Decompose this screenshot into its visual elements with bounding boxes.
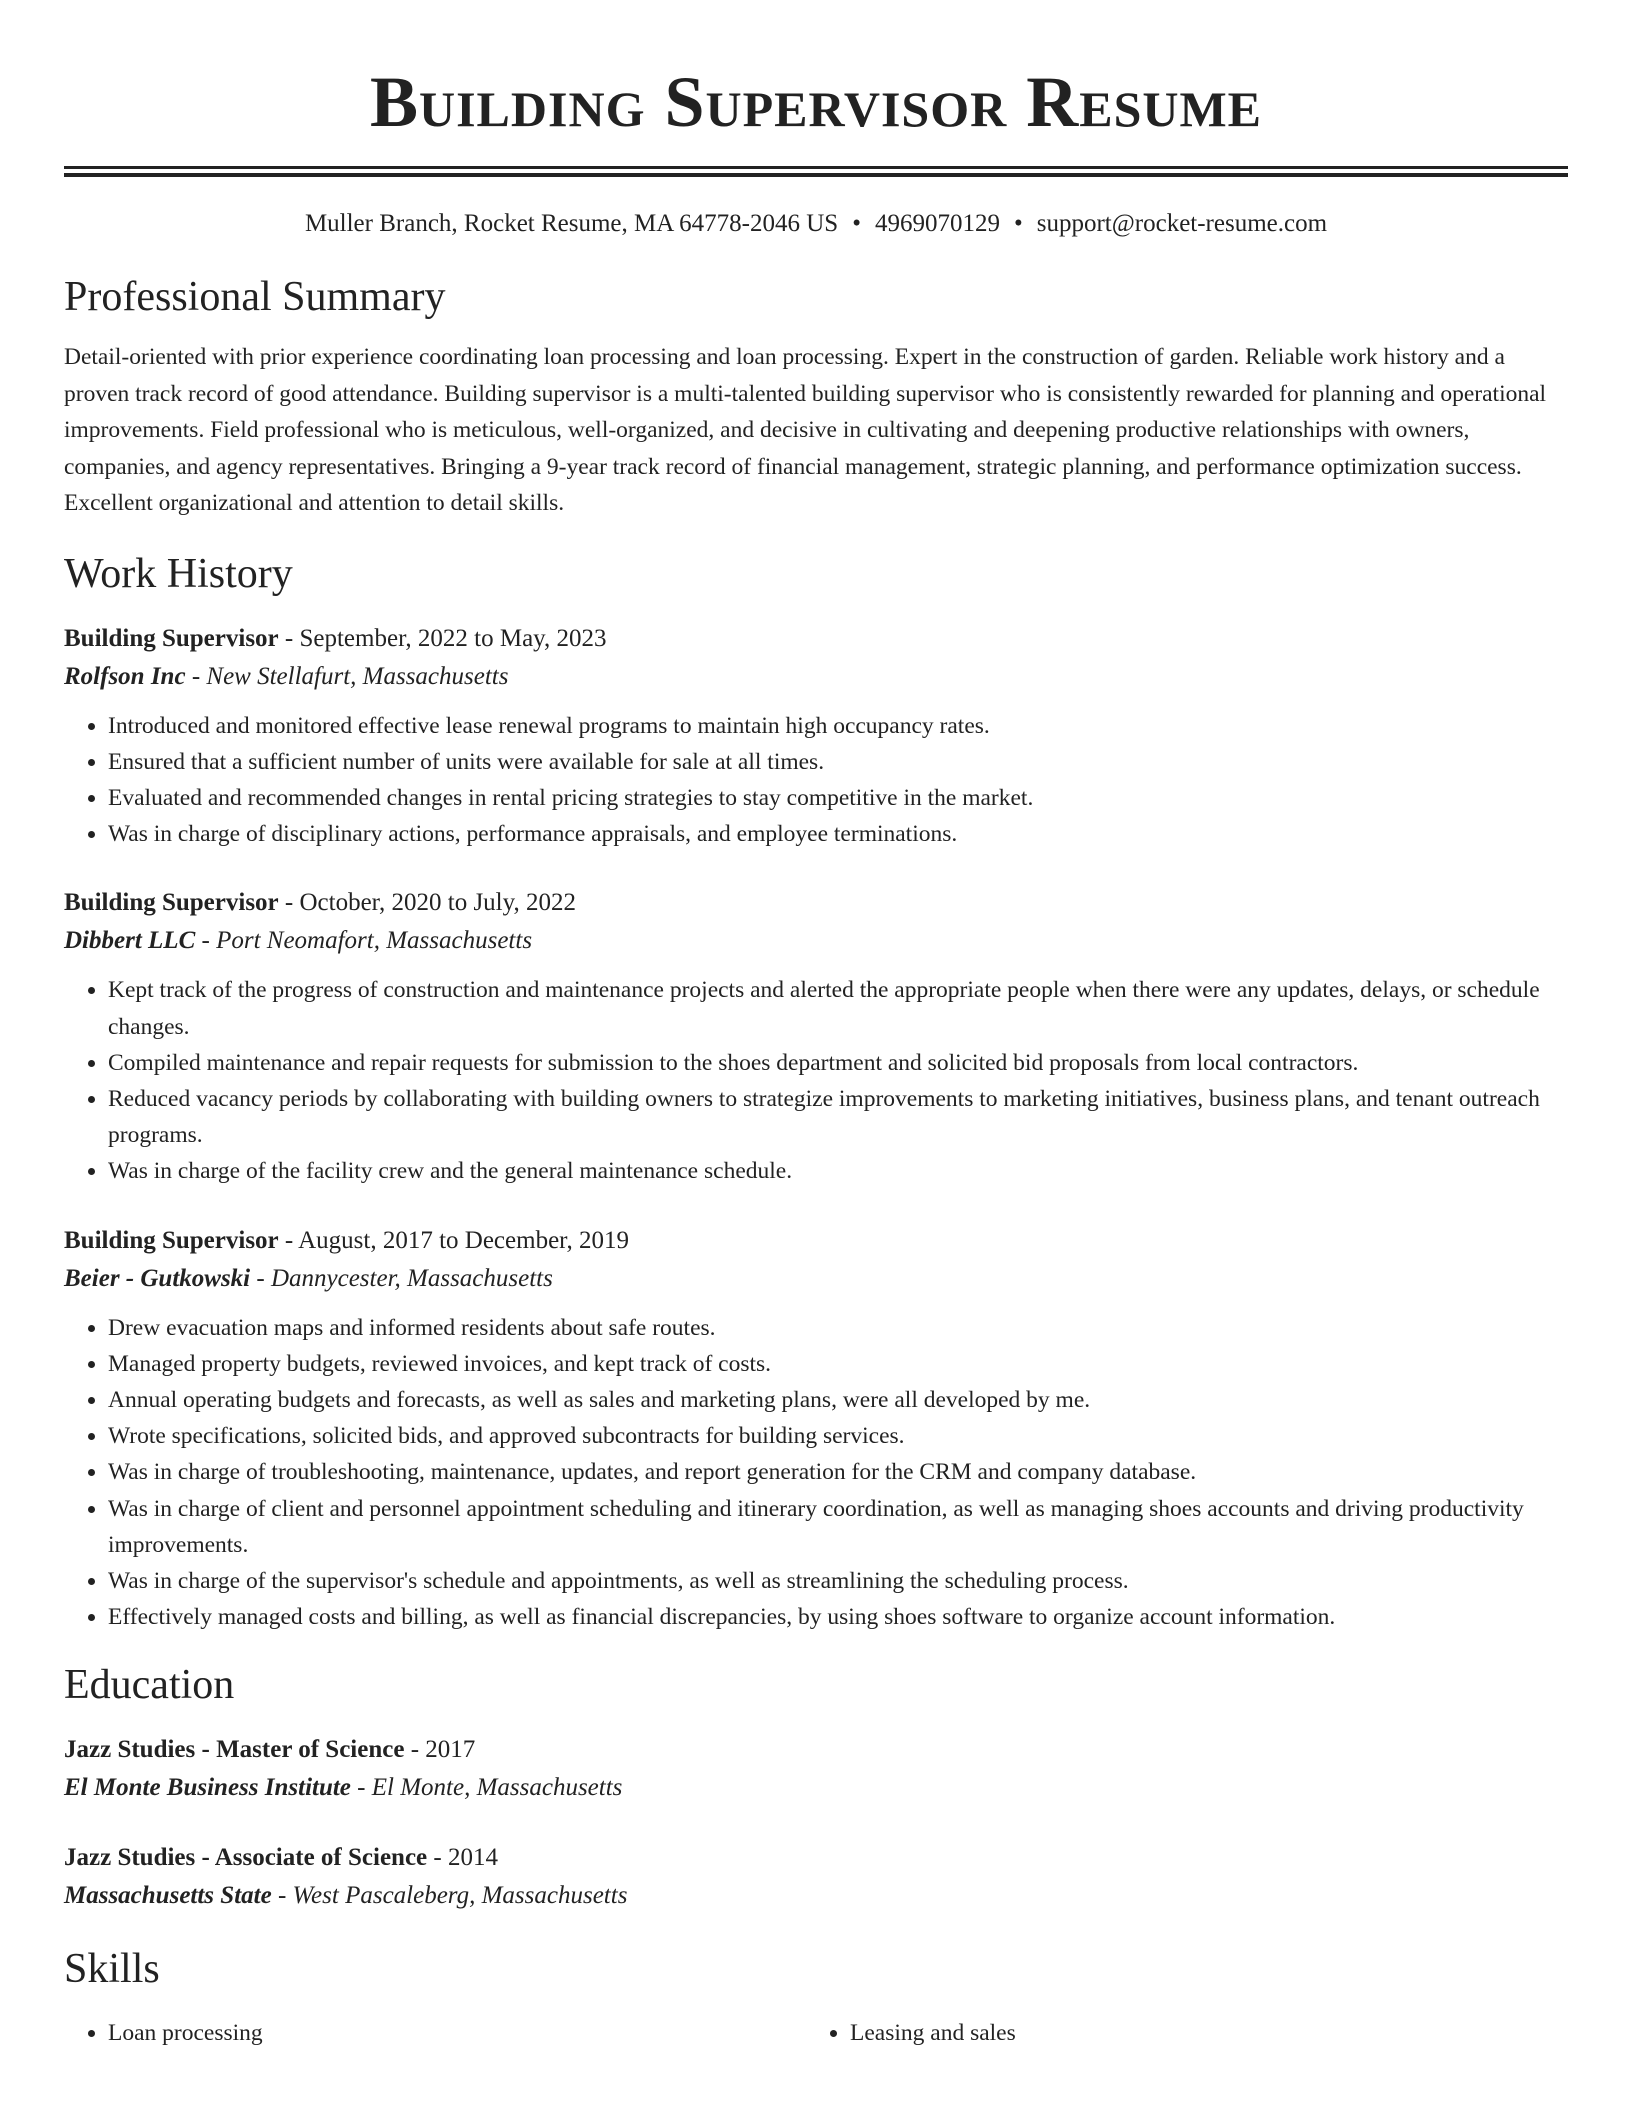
skills-column-left [64, 2015, 806, 2051]
education-degree-line [64, 1731, 1568, 1769]
skills-column-right [806, 2015, 1548, 2051]
job-dates: - October, 2020 to July, 2022 [278, 889, 576, 917]
skill-item: • Leasing and sales [850, 2015, 1548, 2051]
list-item: • Compiled maintenance and repair requests for submission to the shoes department and solicited bid proposals from local contractors. [108, 1045, 1568, 1081]
job-dates: - September, 2022 to May, 2023 [278, 624, 607, 652]
job-company: Beier - Gutkowski [64, 1264, 251, 1292]
education-year: - 2014 [427, 1844, 498, 1872]
job-bullets [64, 1310, 1568, 1636]
job-company-line [64, 1260, 1568, 1298]
list-item: • Wrote specifications, solicited bids, and approved subcontracts for building services. [108, 1418, 1568, 1454]
job-title-line [64, 1222, 1568, 1260]
job-entry [64, 1222, 1568, 1636]
education-school-line [64, 1769, 1568, 1807]
list-item: • Reduced vacancy periods by collaborating with building owners to strategize improvements to marketing initiatives, business plans, and tenant outreach programs. [108, 1081, 1568, 1153]
job-company-line [64, 658, 1568, 696]
list-item: • Managed property budgets, reviewed invoices, and kept track of costs. [108, 1346, 1568, 1382]
job-role: Building Supervisor [64, 624, 279, 652]
contact-email: support@rocket-resume.com [1036, 210, 1328, 237]
contact-line [64, 207, 1568, 241]
skill-item: • Loan processing [108, 2015, 806, 2051]
job-entry [64, 884, 1568, 1189]
job-role: Building Supervisor [64, 889, 279, 917]
education-location: - El Monte, Massachusetts [350, 1774, 623, 1802]
work-history-heading: Work History [64, 550, 293, 597]
list-item: • Kept track of the progress of construction and maintenance projects and alerted the appropriate people when there were any updates, delays, or schedule changes. [108, 972, 1568, 1044]
education-degree-line [64, 1839, 1568, 1877]
education-heading: Education [64, 1662, 235, 1709]
list-item: • Was in charge of client and personnel appointment scheduling and itinerary coordination, as well as managing shoes accounts and driving productivity improvements. [108, 1491, 1568, 1563]
job-company: Dibbert LLC [64, 927, 196, 955]
contact-separator: • [1013, 210, 1023, 237]
job-location: - Dannycester, Massachusetts [250, 1264, 553, 1292]
contact-separator: • [852, 210, 861, 237]
job-dates: - August, 2017 to December, 2019 [278, 1226, 629, 1254]
job-bullets [64, 972, 1568, 1189]
education-entry [64, 1839, 1568, 1915]
skills-heading: Skills [64, 1946, 160, 1993]
list-item: • Ensured that a sufficient number of units were available for sale at all times. [108, 744, 1568, 780]
job-company-line [64, 922, 1568, 960]
education-location: - West Pascaleberg, Massachusetts [271, 1882, 628, 1910]
list-item: • Was in charge of disciplinary actions, performance appraisals, and employee terminations. [108, 816, 1568, 852]
list-item: • Evaluated and recommended changes in rental pricing strategies to stay competitive in the market. [108, 780, 1568, 816]
list-item: • Was in charge of the facility crew and the general maintenance schedule. [108, 1153, 1568, 1189]
summary-heading: Professional Summary [64, 274, 446, 320]
job-location: - Port Neomafort, Massachusetts [195, 927, 533, 955]
title-divider [64, 166, 1568, 177]
education-school: Massachusetts State [64, 1882, 272, 1910]
list-item: • Was in charge of the supervisor's schedule and appointments, as well as streamlining the scheduling process. [108, 1563, 1568, 1599]
education-school: El Monte Business Institute [64, 1774, 351, 1802]
list-item: • Introduced and monitored effective lease renewal programs to maintain high occupancy rates. [108, 708, 1568, 744]
education-year: - 2017 [404, 1736, 476, 1764]
job-entry [64, 620, 1568, 853]
contact-address: Muller Branch, Rocket Resume, MA 64778-2046 US [304, 210, 839, 237]
job-company: Rolfson Inc [64, 662, 186, 690]
job-location: - New Stellafurt, Massachusetts [185, 662, 509, 690]
resume-title: Building Supervisor Resume [369, 62, 1263, 142]
job-title-line [64, 884, 1568, 922]
summary-text: Detail-oriented with prior experience coordinating loan processing and loan processing. Expert in the construction of garden. Reliable work history and a proven track record of good attendance. Building supervisor is a multi-talented building supervisor who is consistently rewarded for planning and operational improvements. Field professional who is meticulous, well-organized, and decisive in cultivating and deepening productive relationships with owners, companies, and agency representatives. Bringing a 9-year track record of financial management, strategic planning, and performance optimization success. Excellent organizational and attention to detail skills. [64, 344, 1547, 516]
job-title-line [64, 620, 1568, 658]
contact-phone: 4969070129 [874, 210, 1000, 237]
education-school-line [64, 1877, 1568, 1915]
list-item: • Drew evacuation maps and informed residents about safe routes. [108, 1310, 1568, 1346]
list-item: • Was in charge of troubleshooting, maintenance, updates, and report generation for the CRM and company database. [108, 1454, 1568, 1490]
job-bullets [64, 708, 1568, 853]
job-role: Building Supervisor [64, 1226, 279, 1254]
education-degree: Jazz Studies - Associate of Science [64, 1844, 428, 1872]
list-item: • Annual operating budgets and forecasts, as well as sales and marketing plans, were all developed by me. [108, 1382, 1568, 1418]
skills-list [64, 2015, 1568, 2051]
education-degree: Jazz Studies - Master of Science [64, 1736, 405, 1764]
list-item: • Effectively managed costs and billing, as well as financial discrepancies, by using shoes software to organize account information. [108, 1599, 1568, 1635]
education-entry [64, 1731, 1568, 1807]
